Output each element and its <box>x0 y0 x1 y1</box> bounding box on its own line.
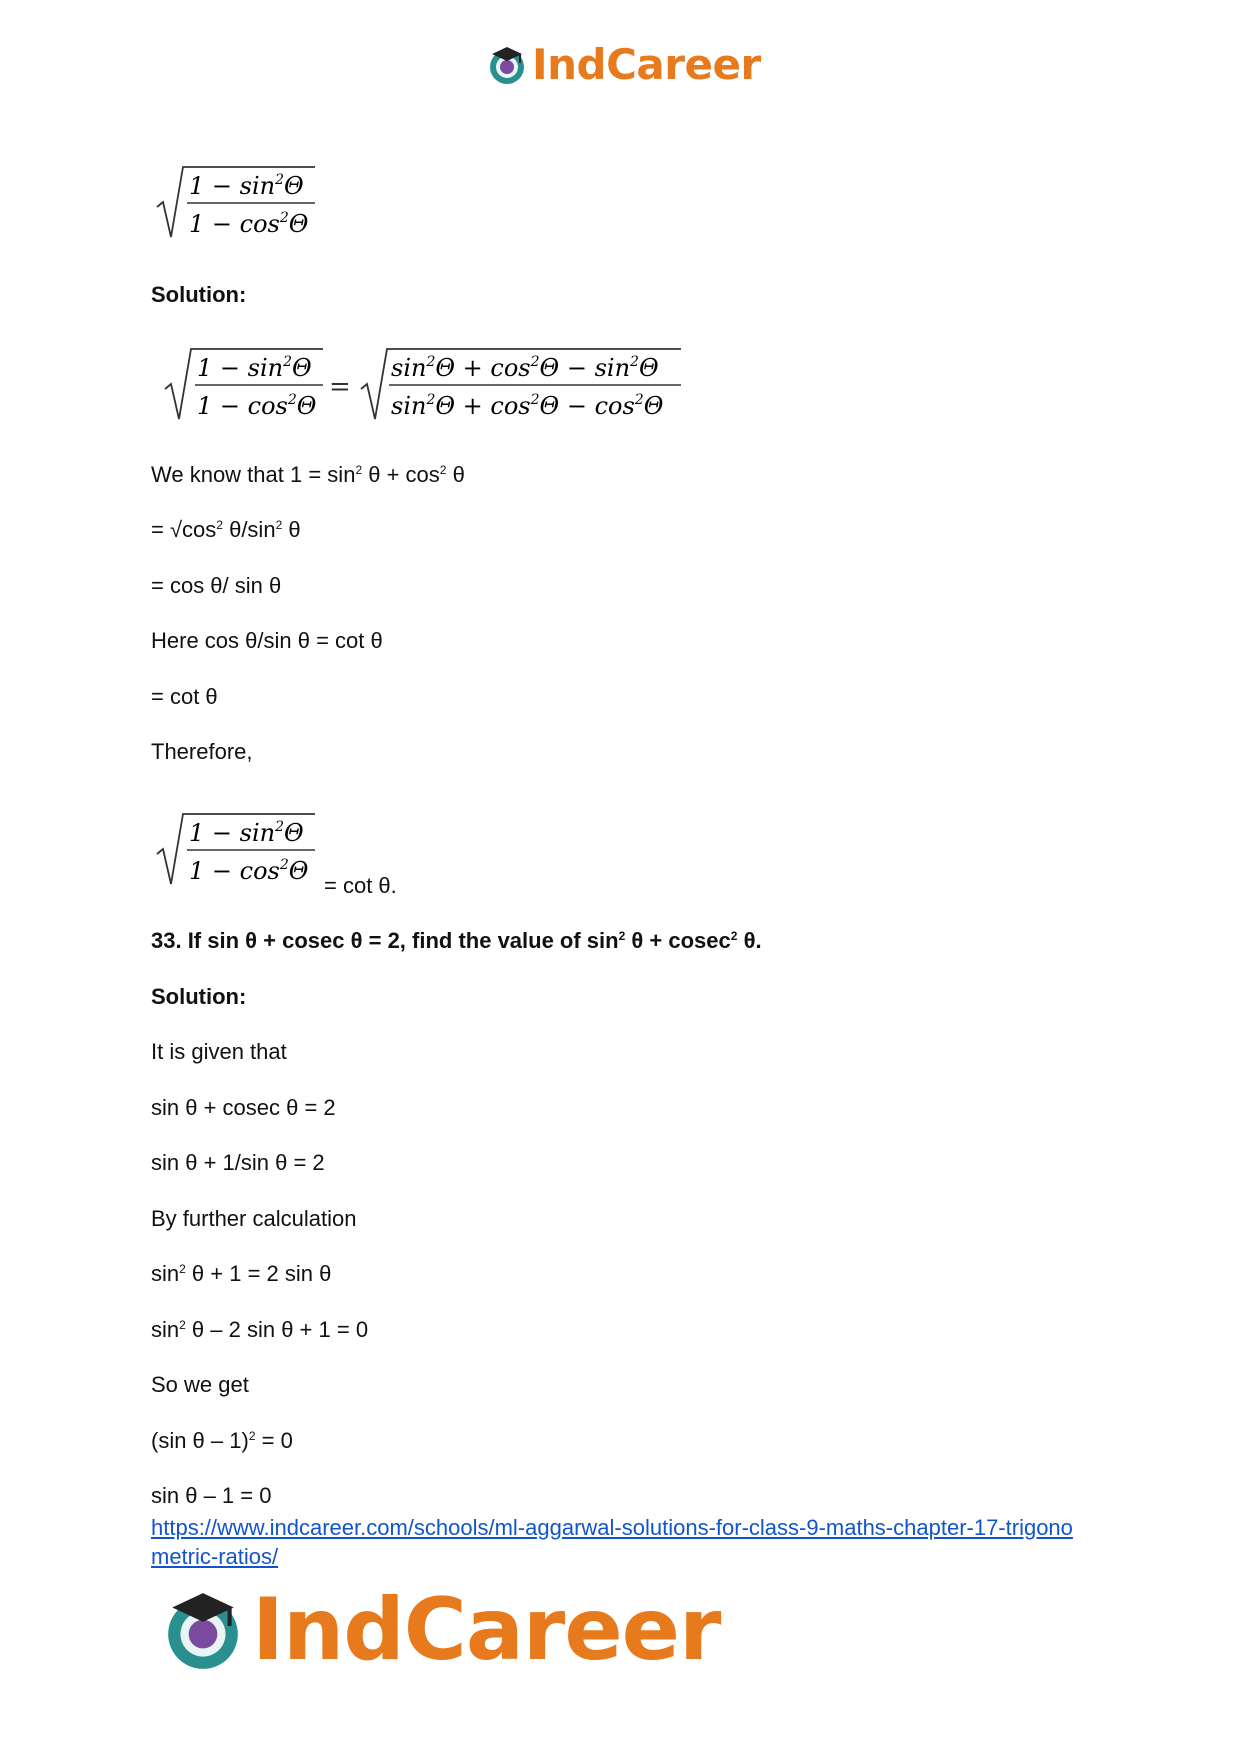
solution-label: Solution: <box>151 282 247 307</box>
text-line: So we get <box>151 1372 249 1397</box>
text-line: = cos θ/ sin θ <box>151 573 282 598</box>
text-line: sin θ + 1/sin θ = 2 <box>151 1150 325 1175</box>
formula-numerator: $1 - \sin^2\Theta$ <box>189 172 304 200</box>
text-line: $\sin^2 \theta + 1 = 2$ sin θ <box>151 1261 332 1286</box>
formula-numerator: $1 - \sin^2\Theta$ <box>189 819 304 847</box>
text-line: It is given that <box>151 1039 287 1064</box>
graduation-cap-globe-icon <box>486 44 528 86</box>
text-line: By further calculation <box>151 1206 357 1231</box>
formula-sqrt-fraction <box>155 165 325 245</box>
text-line: (sin θ – 1)$^2$ = 0 <box>151 1428 293 1453</box>
footer-logo <box>160 1580 720 1680</box>
formula-sqrt-fraction <box>155 812 325 892</box>
brand-name: IndCareer <box>252 1580 721 1680</box>
text-line: $\sin^2 \theta - 2$ sin θ + 1 = 0 <box>151 1317 369 1342</box>
graduation-cap-globe-icon <box>160 1587 246 1673</box>
solution-label: Solution: <box>151 984 247 1009</box>
text-line: Therefore, <box>151 739 253 764</box>
formula-denominator: $1 - \cos^2\Theta$ <box>197 392 317 420</box>
text-line: = cot θ <box>151 684 218 709</box>
text-line: sin θ + cosec θ = 2 <box>151 1095 336 1120</box>
text-line: = cot θ. <box>324 873 397 898</box>
header-logo <box>486 40 761 89</box>
formula-denominator: $1 - \cos^2\Theta$ <box>189 857 309 885</box>
text-line: Here cos θ/sin θ = cot θ <box>151 628 383 653</box>
brand-name: IndCareer <box>532 40 761 89</box>
text-line: = $√\cos^2$ $\theta/\sin^2$ θ <box>151 517 301 542</box>
footer-source-link[interactable]: https://www.indcareer.com/schools/ml-aggarwal-solutions-for-class-9-maths-chapter-17-trigonometric-ratios/ <box>151 1515 1073 1569</box>
formula-numerator: $1 - \sin^2\Theta$ <box>197 354 312 382</box>
formula-sqrt-identity <box>163 347 693 427</box>
question-33: 33. If sin θ + cosec θ = 2, find the value of $\sin^2 \theta + cosec^2$ θ. <box>151 928 762 953</box>
equals-sign: = <box>329 372 351 402</box>
formula-numerator: $\sin^2\Theta + \cos^2\Theta - \sin^2\Theta$ <box>391 354 659 382</box>
text-line: We know that $1 = \sin^2 \theta + \cos^2 \theta$ <box>151 462 465 487</box>
formula-denominator: $1 - \cos^2\Theta$ <box>189 210 309 238</box>
formula-denominator: $\sin^2\Theta + \cos^2\Theta - \cos^2\Theta$ <box>391 392 664 420</box>
text-line: sin θ – 1 = 0 <box>151 1483 272 1508</box>
